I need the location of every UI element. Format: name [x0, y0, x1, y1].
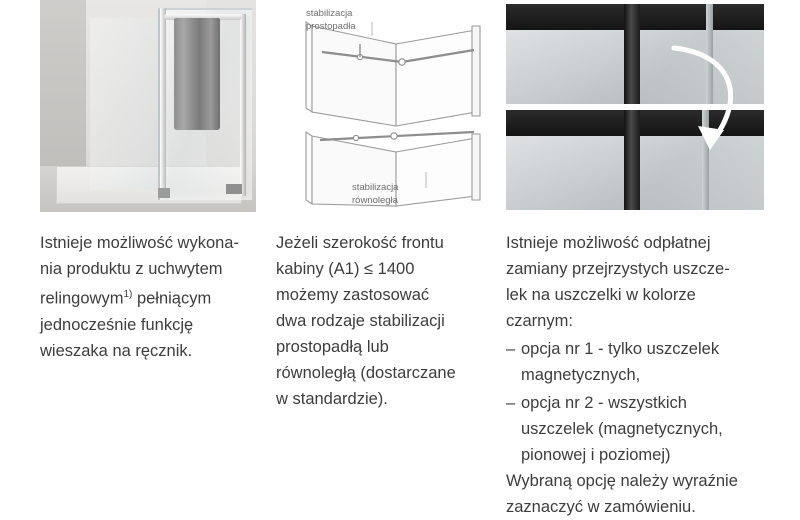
stabilisation-bars-diagram — [276, 0, 492, 212]
list-item — [506, 390, 774, 468]
option-1-line-1: opcja nr 1 - tylko uszczelek — [521, 340, 720, 358]
col2-line-1: Jeżeli szerokość frontu — [276, 234, 444, 252]
support-foot-right — [226, 184, 242, 194]
shower-with-towel-rail-photo — [40, 0, 256, 212]
option-1-line-2: magnetycznych, — [521, 366, 641, 384]
column-one — [40, 0, 256, 360]
support-foot-left — [158, 188, 170, 198]
column-two — [276, 0, 492, 408]
profile-post-right — [240, 14, 246, 196]
col1-line-1: Istnieje możliwość wykona- — [40, 234, 239, 252]
col3-intro-line-4: czarnym: — [506, 312, 573, 330]
glass-edge-top — [706, 4, 713, 104]
col3-outro-line-1: Wybraną opcję należy wyraźnie — [506, 472, 738, 490]
profile-post-left — [160, 8, 166, 198]
col2-line-4: dwa rodzaje stabilizacji — [276, 312, 445, 330]
option-2-dash: – — [506, 394, 516, 412]
option-1-dash: – — [506, 340, 516, 358]
col3-intro-line-2: zamiany przejrzystych uszcze- — [506, 260, 730, 278]
col1-line-2: nia produktu z uchwytem — [40, 260, 223, 278]
list-item — [506, 336, 774, 388]
column-one-text — [40, 230, 256, 364]
label-stabilizacja-prostopadla-1: stabilizacja — [306, 8, 353, 19]
col1-line-5: jednocześnie funkcję — [40, 315, 194, 334]
col3-outro-line-2: zaznaczyć w zamówieniu. — [506, 498, 696, 516]
vertical-seal-top — [624, 4, 640, 104]
col3-intro-line-1: Istnieje możliwość odpłatnej — [506, 234, 711, 252]
column-three-text — [506, 230, 774, 520]
col2-line-5: prostopadłą lub — [276, 338, 389, 356]
col1-line-4: pełniącym — [132, 289, 212, 308]
diagram-svg — [276, 0, 492, 212]
column-three — [506, 0, 764, 516]
label-stabilizacja-rownolegla-2: równoległa — [352, 195, 398, 206]
col1-line-6: wieszaka na ręcznik. — [40, 341, 193, 360]
col3-intro-line-3: lek na uszczelki w kolorze — [506, 286, 696, 304]
col2-line-6: równoległą (dostarczane — [276, 364, 456, 382]
glass-edge-bottom — [702, 110, 709, 210]
column-two-text — [276, 230, 492, 412]
options-list — [506, 336, 774, 468]
seal-photo-bottom — [506, 110, 764, 210]
vertical-seal-bottom — [624, 110, 640, 210]
black-seals-comparison-photo — [506, 0, 764, 212]
footnote-marker: 1) — [123, 289, 133, 300]
col3-outro — [506, 468, 774, 520]
option-2-line-3: pionowej i poziomej) — [521, 446, 671, 464]
col2-line-2: kabiny (A1) ≤ 1400 — [276, 260, 415, 278]
col2-line-3: możemy zastosować — [276, 286, 430, 304]
label-stabilizacja-prostopadla-2: prostopadła — [306, 21, 356, 32]
seal-photo-top — [506, 4, 764, 104]
option-2-line-1: opcja nr 2 - wszystkich — [521, 394, 687, 412]
label-stabilizacja-rownolegla-1: stabilizacja — [352, 182, 399, 193]
col1-line-3: relingowym — [40, 289, 124, 308]
col2-line-7: w standardzie). — [276, 390, 388, 408]
option-2-line-2: uszczelek (magnetycznych, — [521, 420, 723, 438]
towel — [174, 18, 220, 130]
glass-side-panel — [90, 18, 161, 190]
col3-intro — [506, 230, 774, 334]
